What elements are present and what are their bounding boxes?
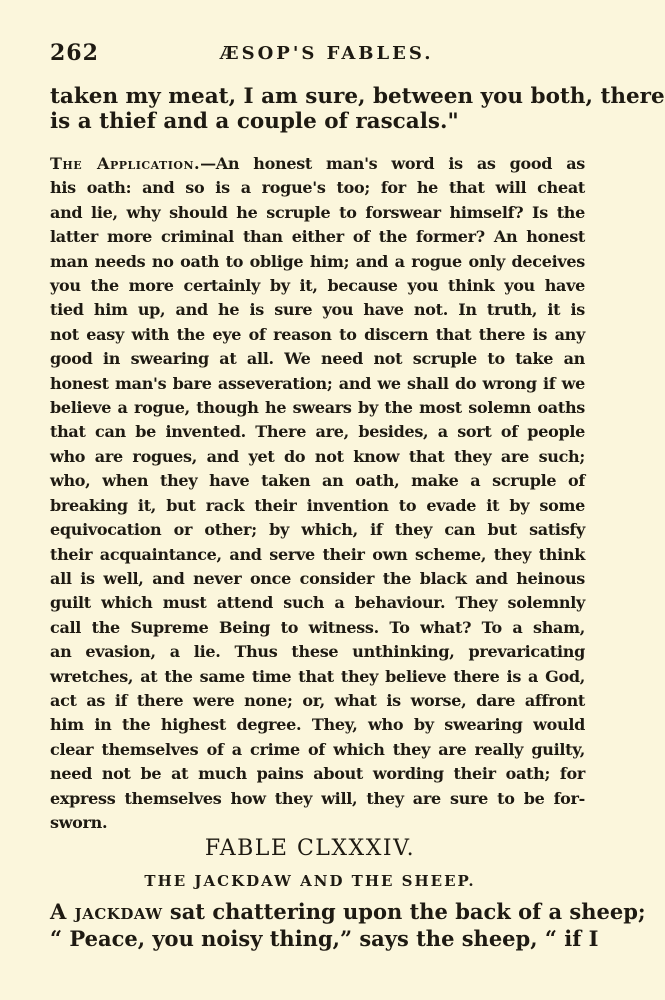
fable-line: A jackdaw sat chattering upon the back of a sheep; bbox=[50, 899, 646, 924]
application-line: guilt which must attend such a behaviour. They solemnly bbox=[50, 593, 585, 613]
carryover-line: taken my meat, I am sure, between you both, there bbox=[50, 84, 665, 109]
fable-opening-word: A jackdaw bbox=[50, 899, 163, 924]
application-line: believe a rogue, though he swears by the most solemn oaths bbox=[50, 398, 585, 418]
application-line: sworn. bbox=[50, 812, 108, 832]
page-header bbox=[50, 40, 570, 76]
application-line: that can be invented. There are, besides, a sort of people bbox=[50, 422, 585, 442]
fable-text bbox=[50, 898, 646, 952]
application-line: not easy with the eye of reason to discern that there is any bbox=[50, 324, 585, 344]
page-number: 262 bbox=[50, 40, 99, 66]
application-line: man needs no oath to oblige him; and a rogue only deceives bbox=[50, 251, 585, 271]
application-line: wretches, at the same time that they believe there is a God, bbox=[50, 666, 585, 686]
application-line: honest man's bare asseveration; and we shall do wrong if we bbox=[50, 373, 585, 393]
application-line: need not be at much pains about wording their oath; for bbox=[50, 764, 585, 784]
application-line: latter more criminal than either of the former? An honest bbox=[50, 227, 585, 247]
application-line: call the Supreme Being to witness. To what? To a sham, bbox=[50, 617, 585, 637]
application-line: you the more certainly by it, because you think you have bbox=[50, 276, 585, 296]
carryover-line: is a thief and a couple of rascals." bbox=[50, 109, 459, 134]
application-line: all is well, and never once consider the black and heinous bbox=[50, 568, 585, 588]
application-line: clear themselves of a crime of which they are really guilty, bbox=[50, 739, 585, 759]
application-line: equivocation or other; by which, if they can but satisfy bbox=[50, 520, 585, 540]
fable-line: “ Peace, you noisy thing,” says the sheep, “ if I bbox=[50, 926, 599, 951]
running-head: ÆSOP'S FABLES. bbox=[220, 43, 434, 64]
fable-subtitle: THE JACKDAW AND THE SHEEP. bbox=[144, 872, 476, 890]
application-line: who, when they have taken an oath, make a scruple of bbox=[50, 471, 585, 491]
application-line: The Application.—An honest man's word is as good as bbox=[50, 154, 585, 173]
application-line: express themselves how they will, they are sure to be for- bbox=[50, 788, 585, 808]
application-line: their acquaintance, and serve their own scheme, they think bbox=[50, 544, 585, 564]
application-line: tied him up, and he is sure you have not. In truth, it is bbox=[50, 300, 585, 320]
application-line: breaking it, but rack their invention to evade it by some bbox=[50, 495, 585, 515]
application-line: act as if there were none; or, what is worse, dare affront bbox=[50, 690, 585, 710]
application-line: his oath: and so is a rogue's too; for he that will cheat bbox=[50, 178, 585, 198]
application-line: and lie, why should he scruple to forswear himself? Is the bbox=[50, 202, 585, 222]
application-line: an evasion, a lie. Thus these unthinking, prevaricating bbox=[50, 642, 585, 662]
carryover-text bbox=[50, 84, 665, 134]
application-heading: The Application. bbox=[50, 154, 201, 173]
application-line: who are rogues, and yet do not know that they are such; bbox=[50, 446, 585, 466]
application-line: good in swearing at all. We need not scruple to take an bbox=[50, 349, 585, 369]
fable-title: FABLE CLXXXIV. bbox=[204, 836, 416, 861]
application-line: him in the highest degree. They, who by swearing would bbox=[50, 715, 585, 735]
application-paragraph bbox=[50, 152, 585, 835]
